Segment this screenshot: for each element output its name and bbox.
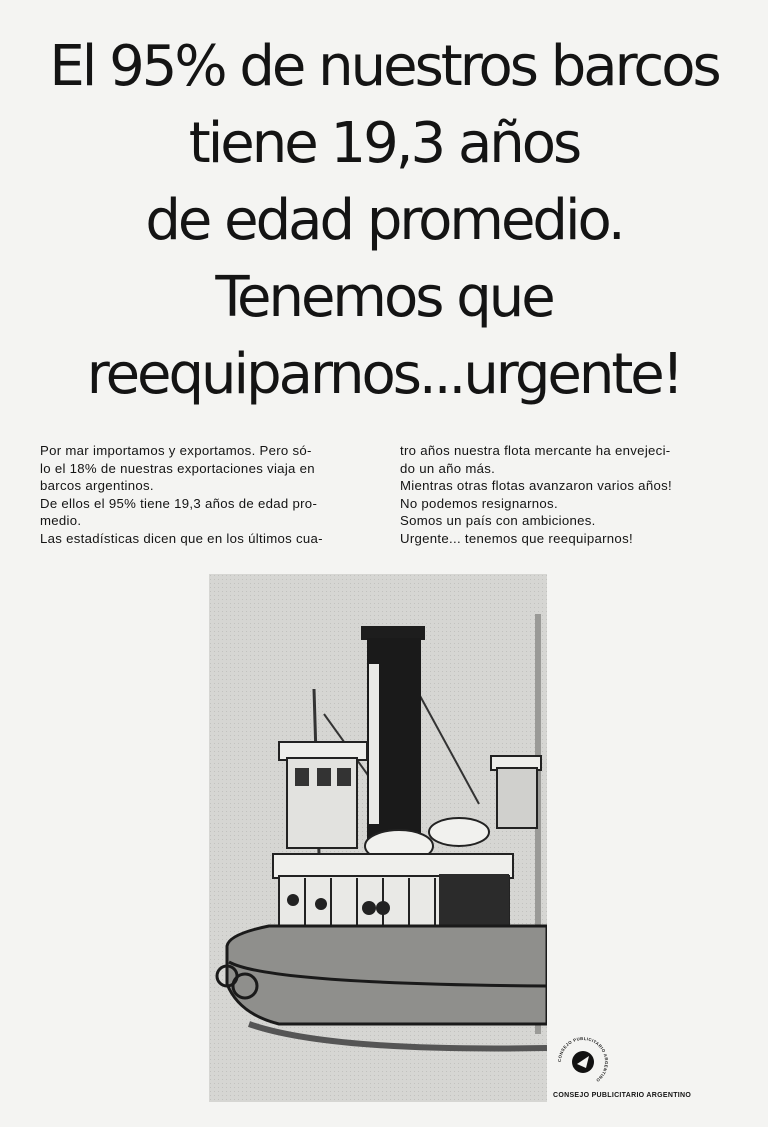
body-line: No podemos resignarnos. <box>400 495 558 511</box>
headline-line: tiene 19,3 años <box>188 111 580 176</box>
body-line: Mientras otras flotas avanzaron varios años! <box>400 478 672 493</box>
body-line: medio. <box>40 513 82 528</box>
headline-line: El 95% de nuestros barcos <box>49 34 719 99</box>
body-left-column <box>40 442 370 547</box>
wheelhouse-window <box>317 768 331 786</box>
seal-emblem <box>553 1032 713 1092</box>
headline-line: Tenemos que <box>215 265 553 330</box>
headline-line: de edad promedio. <box>145 188 623 253</box>
body-line: tro años nuestra flota mercante ha envejeci- <box>400 443 671 458</box>
body-line: Somos un país con ambiciones. <box>400 513 596 528</box>
seal-ring-text: CONSEJO PUBLICITARIO ARGENTINO <box>556 1035 610 1084</box>
porthole <box>287 894 299 906</box>
hull <box>227 926 547 1024</box>
porthole <box>362 901 376 915</box>
wheelhouse-window <box>295 768 309 786</box>
body-copy <box>40 442 730 547</box>
body-line: lo el 18% de nuestras exportaciones viaja en <box>40 460 315 476</box>
headline-line: reequiparnos...urgente! <box>86 342 682 407</box>
porthole <box>315 898 327 910</box>
tugboat-illustration <box>209 574 547 1102</box>
body-line: Las estadísticas dicen que en los últimos cua- <box>40 530 323 546</box>
smokestack-highlight <box>369 664 379 824</box>
advertising-council-seal <box>553 1032 713 1112</box>
deck-cargo <box>429 818 489 846</box>
tugboat-drawing <box>209 574 547 1102</box>
body-line: do un año más. <box>400 460 496 476</box>
porthole <box>376 901 390 915</box>
smokestack-cap <box>361 626 425 640</box>
body-line: Por mar importamos y exportamos. Pero só- <box>40 443 312 458</box>
body-right-column <box>400 442 730 547</box>
aft-cabin <box>497 768 537 828</box>
wheelhouse-window <box>337 768 351 786</box>
body-line: barcos argentinos. <box>40 478 154 493</box>
body-line: De ellos el 95% tiene 19,3 años de edad pro- <box>40 495 318 511</box>
organization-name: CONSEJO PUBLICITARIO ARGENTINO <box>553 1092 692 1099</box>
body-line: Urgente... tenemos que reequiparnos! <box>400 530 633 546</box>
headline <box>20 28 748 413</box>
